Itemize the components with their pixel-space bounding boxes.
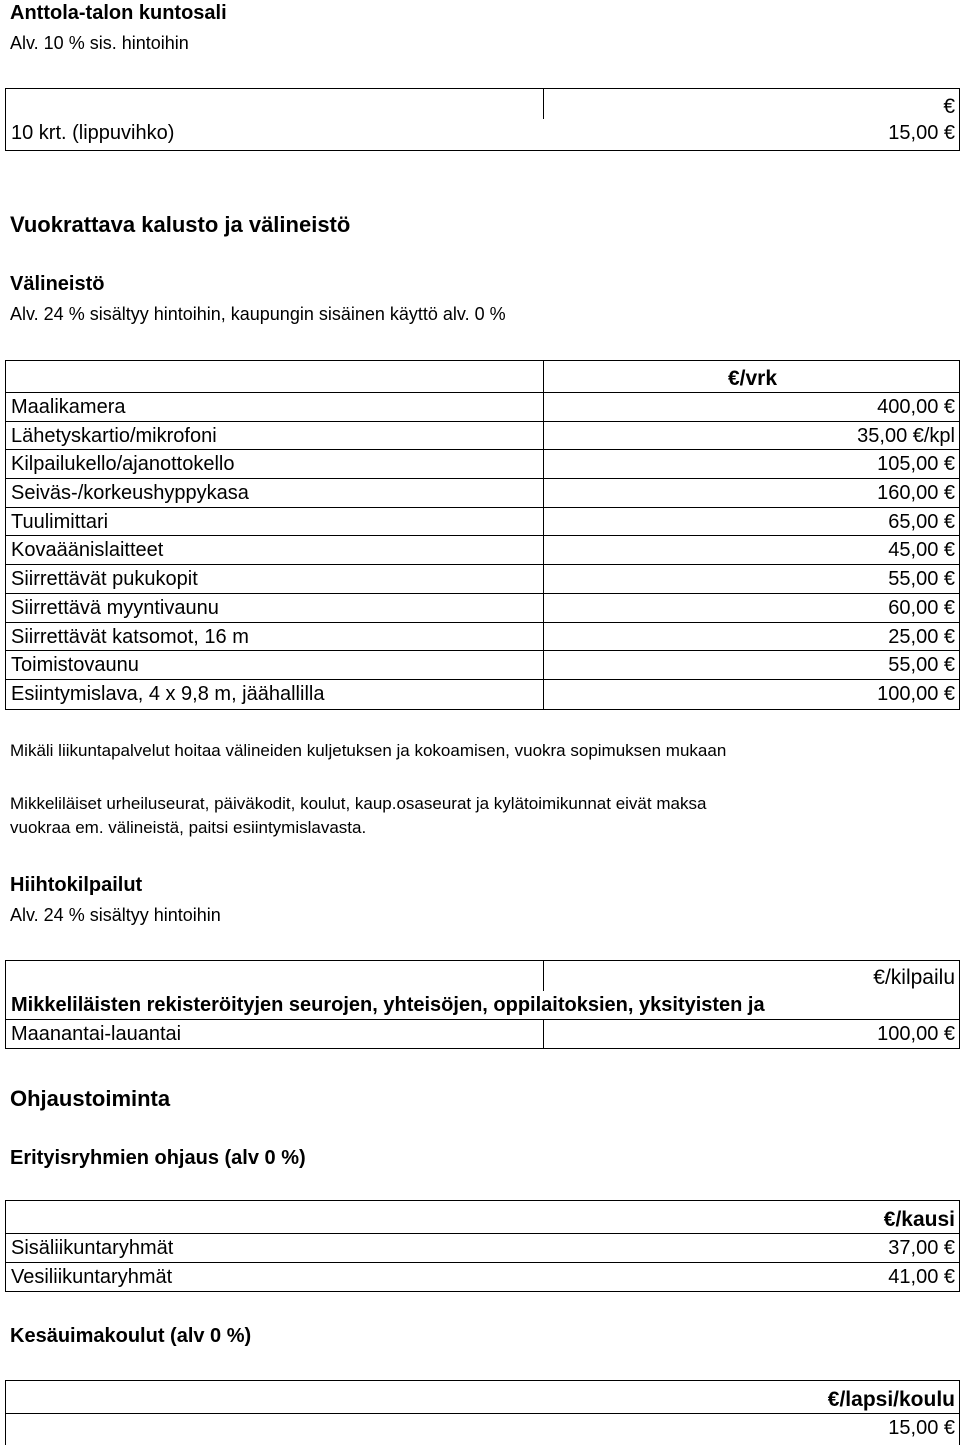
row-label: Toimistovaunu	[11, 654, 139, 677]
vat-note: Alv. 10 % sis. hintoihin	[10, 33, 189, 53]
equipment-price-table	[5, 360, 960, 710]
special-groups-table	[5, 1200, 960, 1292]
table-row	[6, 422, 959, 451]
row-label: Kilpailukello/ajanottokello	[11, 453, 235, 476]
special-table-unit: €/kausi	[883, 1208, 955, 1231]
row-label: Esiintymislava, 4 x 9,8 m, jäähallilla	[11, 682, 325, 705]
table-row	[6, 479, 959, 508]
table-row	[6, 1234, 959, 1263]
swim-table-header	[6, 1381, 959, 1414]
swim-school-heading: Kesäuimakoulut (alv 0 %)	[10, 1325, 252, 1347]
equipment-vat-note: Alv. 24 % sisältyy hintoihin, kaupungin sisäinen käyttö alv. 0 %	[10, 304, 506, 324]
equipment-heading: Vuokrattava kalusto ja välineistö	[10, 212, 351, 237]
row-price: 65,00 €	[888, 510, 955, 533]
row-label: Siirrettävät katsomot, 16 m	[11, 625, 249, 648]
table-row	[6, 1414, 959, 1443]
ski-vat-note: Alv. 24 % sisältyy hintoihin	[10, 905, 221, 925]
row-label: Siirrettävät pukukopit	[11, 568, 198, 591]
table-row	[6, 565, 959, 594]
gym-price-table	[5, 88, 960, 151]
ski-heading: Hiihtokilpailut	[10, 874, 143, 896]
row-label: Kovaäänislaitteet	[11, 539, 164, 562]
row-price: 160,00 €	[877, 482, 955, 505]
ski-table-unit: €/kilpailu	[873, 966, 955, 989]
swim-table-unit: €/lapsi/koulu	[827, 1388, 955, 1411]
swim-school-table	[5, 1380, 960, 1445]
table-row	[6, 119, 959, 148]
equipment-subheading: Välineistö	[10, 273, 105, 295]
equipment-note-line2: vuokraa em. välineistä, paitsi esiintymislavasta.	[10, 818, 367, 837]
row-label: Seiväs-/korkeushyppykasa	[11, 482, 249, 505]
special-table-header	[6, 1201, 959, 1234]
table-row	[6, 536, 959, 565]
equipment-table-header	[6, 361, 959, 393]
table-row	[6, 450, 959, 479]
row-price: 60,00 €	[888, 596, 955, 619]
row-price: 15,00 €	[888, 1417, 955, 1439]
row-price: 25,00 €	[888, 625, 955, 648]
row-price: 100,00 €	[877, 682, 955, 705]
table-group-row	[6, 991, 959, 1020]
table-row	[6, 680, 959, 709]
row-price: 45,00 €	[888, 539, 955, 562]
page-title: Anttola-talon kuntosali	[10, 2, 227, 24]
row-label: Maanantai-lauantai	[11, 1022, 182, 1045]
row-price: 37,00 €	[888, 1237, 955, 1259]
table-row	[6, 1020, 959, 1049]
table-row	[6, 651, 959, 680]
ski-table-header	[6, 961, 959, 991]
row-label: Maalikamera	[11, 396, 126, 418]
special-groups-heading: Erityisryhmien ohjaus (alv 0 %)	[10, 1147, 306, 1169]
row-price: 41,00 €	[888, 1265, 955, 1288]
table-row	[6, 623, 959, 652]
equipment-table-unit: €/vrk	[727, 367, 777, 390]
table-row	[6, 508, 959, 537]
row-label: Lähetyskartio/mikrofoni	[11, 424, 217, 447]
row-price: 55,00 €	[888, 568, 955, 591]
row-label: Sisäliikuntaryhmät	[11, 1237, 174, 1259]
row-label: Siirrettävä myyntivaunu	[11, 596, 219, 619]
table-row	[6, 393, 959, 422]
row-price: 105,00 €	[877, 453, 955, 476]
table-row	[6, 594, 959, 623]
row-label: Tuulimittari	[11, 510, 109, 533]
row-price: 15,00 €	[888, 122, 955, 144]
row-label: Vesiliikuntaryhmät	[11, 1265, 173, 1288]
row-price: 55,00 €	[888, 654, 955, 677]
row-price: 35,00 €/kpl	[857, 424, 955, 447]
equipment-note: Mikäli liikuntapalvelut hoitaa välineiden kuljetuksen ja kokoamisen, vuokra sopimuksen mukaan	[10, 741, 727, 760]
row-price: 400,00 €	[877, 396, 955, 418]
gym-table-unit: €	[943, 95, 955, 118]
row-label: 10 krt. (lippuvihko)	[11, 122, 175, 144]
gym-table-header	[6, 89, 959, 119]
ski-price-table	[5, 960, 960, 1049]
equipment-note-line1: Mikkeliläiset urheiluseurat, päiväkodit, koulut, kaup.osaseurat ja kylätoimikunnat eivät maksa	[10, 794, 707, 813]
table-row	[6, 1263, 959, 1292]
ski-group-label: Mikkeliläisten rekisteröityjen seurojen, yhteisöjen, oppilaitoksien, yksityisten ja	[11, 994, 765, 1016]
guidance-heading: Ohjaustoiminta	[10, 1086, 171, 1111]
row-price: 100,00 €	[877, 1022, 955, 1045]
